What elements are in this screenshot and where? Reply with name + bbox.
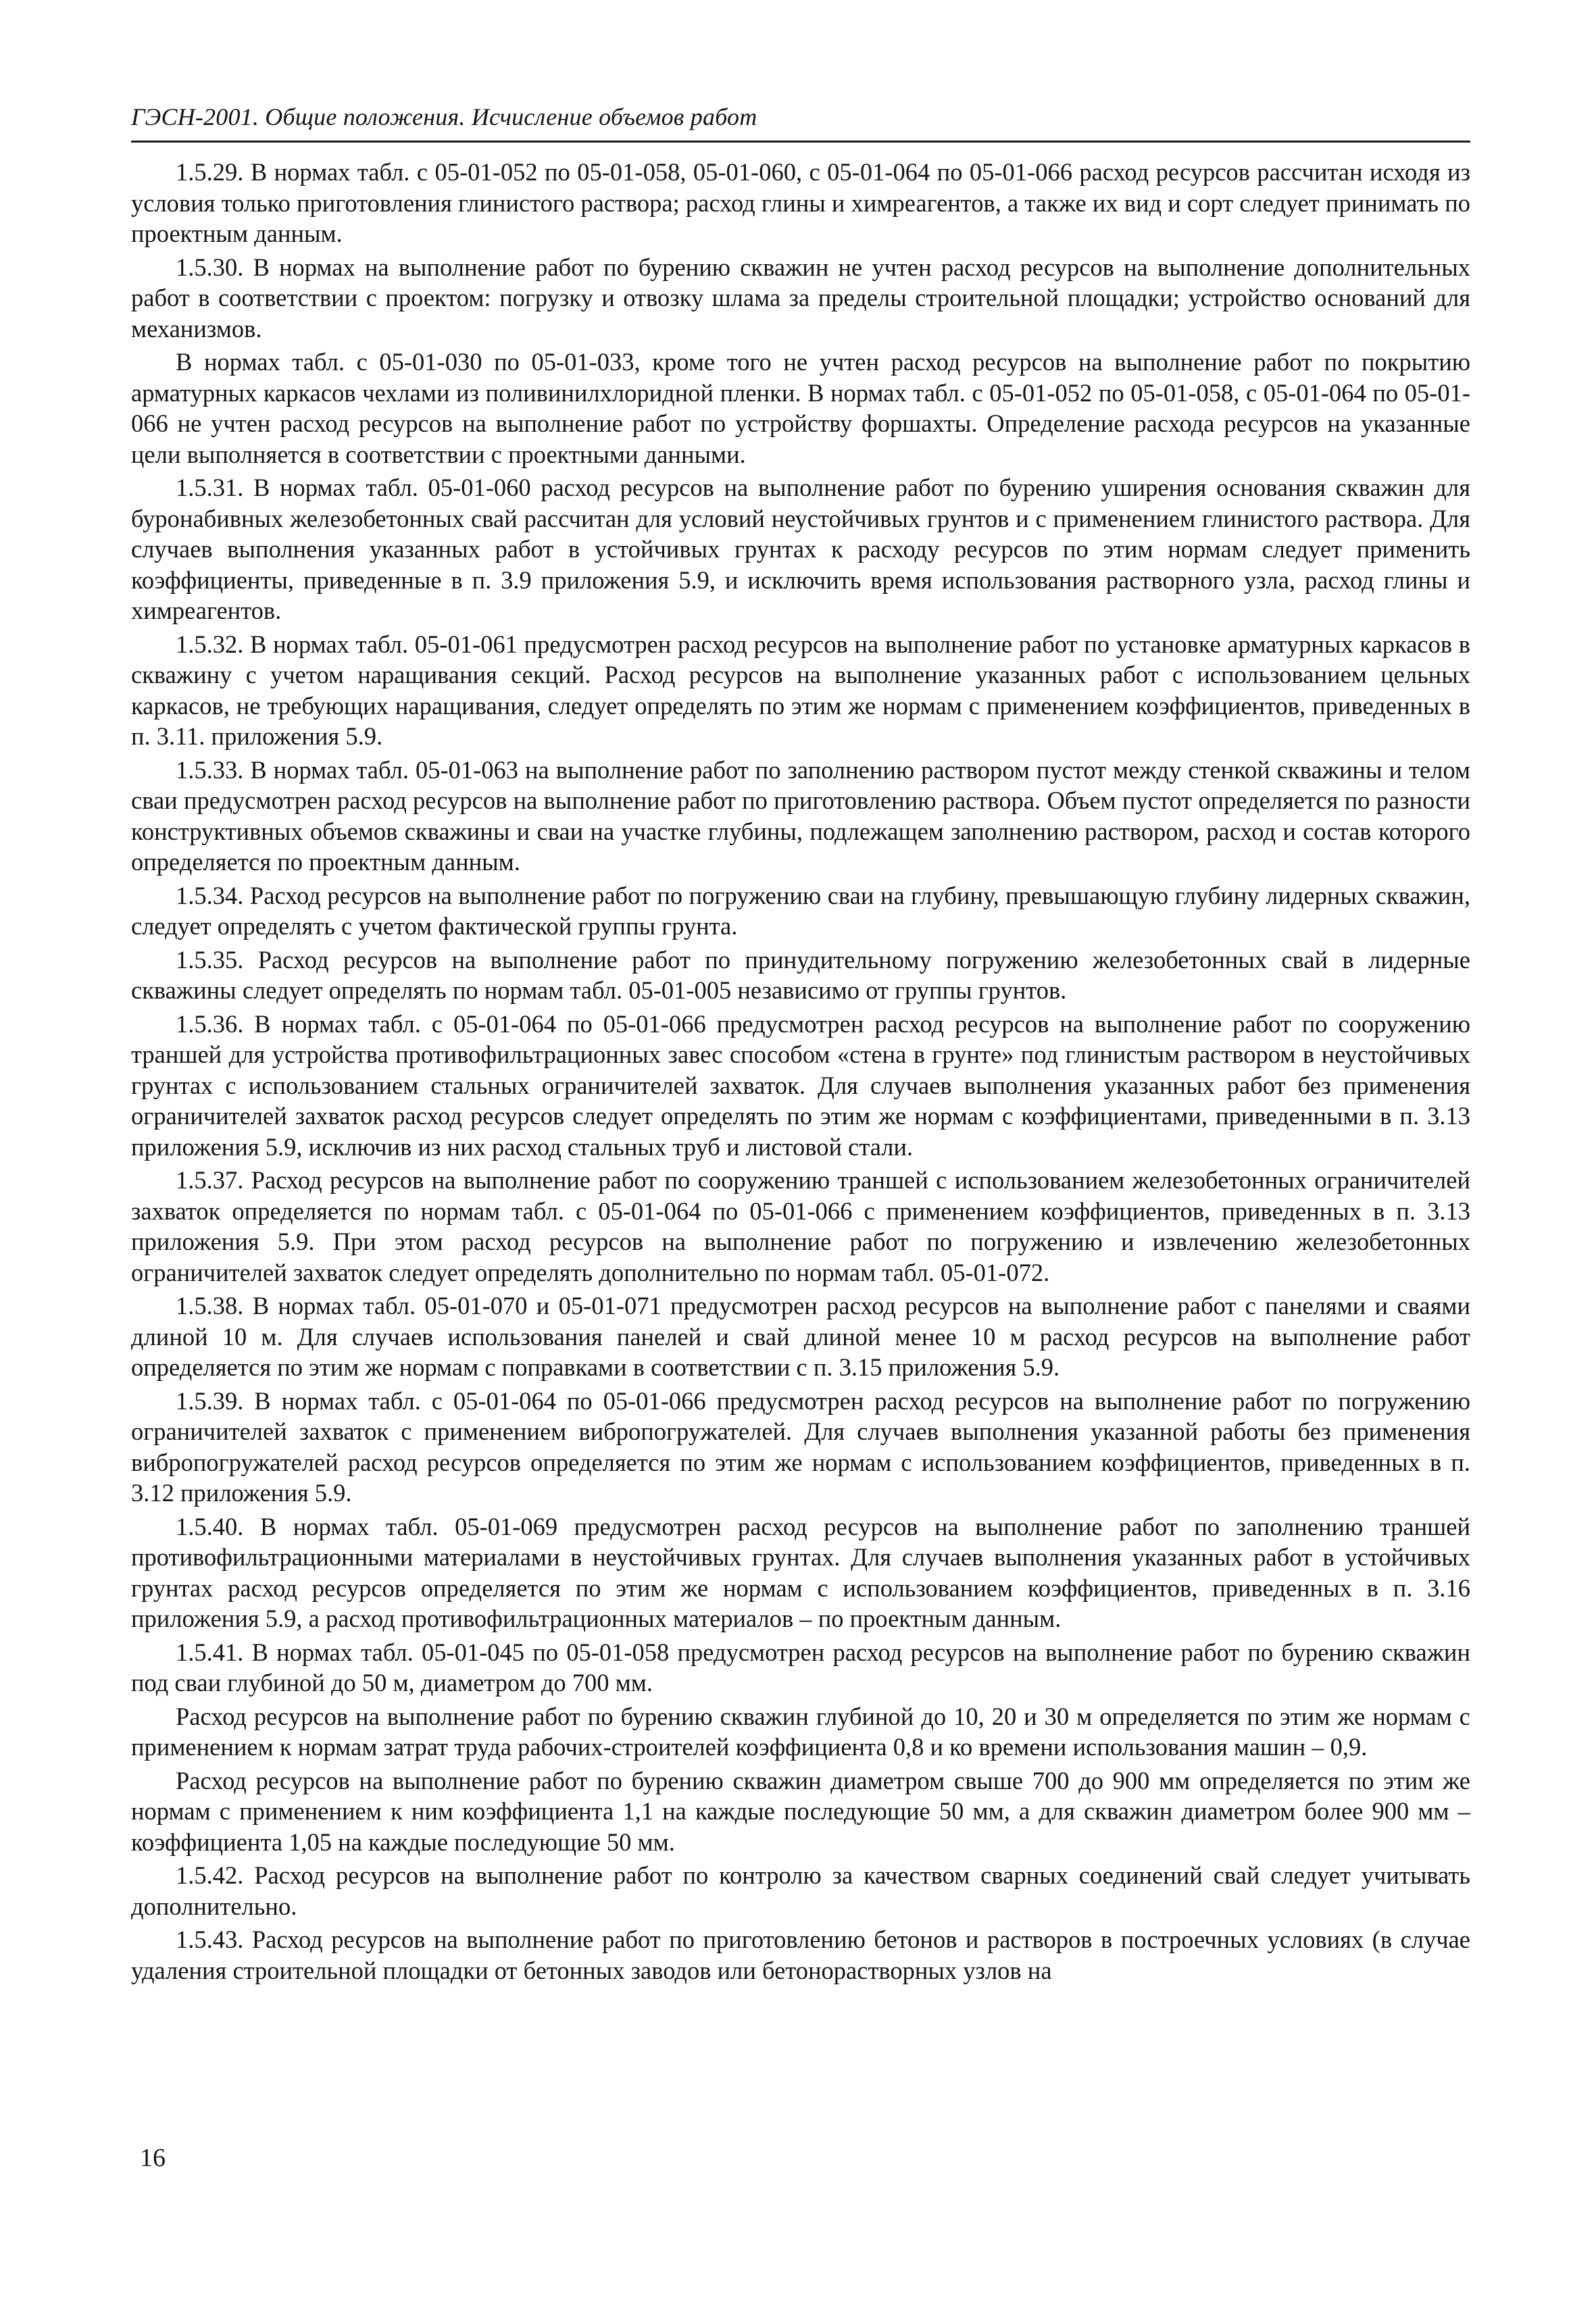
paragraph: 1.5.34. Расход ресурсов на выполнение работ по погружению сваи на глубину, превышающую глубину лидерных скважин, следует определять с учетом фактической группы грунта. xyxy=(131,881,1470,940)
paragraph: Расход ресурсов на выполнение работ по бурению скважин глубиной до 10, 20 и 30 м определяется по этим же нормам с применением к нормам затрат труда рабочих-строителей коэффициента 0,8 и ко времени использования машин – 0,9. xyxy=(131,1702,1470,1761)
paragraph: 1.5.36. В нормах табл. с 05-01-064 по 05-01-066 предусмотрен расход ресурсов на выполнение работ по сооружению траншей для устройства противофильтрационных завес способом «стена в грунте» под глинистым раствором в неустойчивых грунтах с использованием стальных ограничителей захваток. Для случаев выполнения указанных работ без применения ограничителей захваток расход ресурсов следует определять по этим же нормам с коэффициентами, приведенными в п. 3.13 приложения 5.9, исключив из них расход стальных труб и листовой стали. xyxy=(131,1009,1470,1161)
paragraph: В нормах табл. с 05-01-030 по 05-01-033, кроме того не учтен расход ресурсов на выполнение работ по покрытию арматурных каркасов чехлами из поливинилхлоридной пленки. В нормах табл. с 05-01-052 по 05-01-058, с 05-01-064 по 05-01-066 не учтен расход ресурсов на выполнение работ по устройству форшахты. Определение расхода ресурсов на указанные цели выполняется в соответствии с проектными данными. xyxy=(131,348,1470,468)
paragraph: 1.5.31. В нормах табл. 05-01-060 расход ресурсов на выполнение работ по бурению уширения основания скважин для буронабивных железобетонных свай рассчитан для условий неустойчивых грунтов и с применением глинистого раствора. Для случаев выполнения указанных работ в устойчивых грунтах к расходу ресурсов по этим нормам следует применить коэффициенты, приведенные в п. 3.9 приложения 5.9, и исключить время использования растворного узла, расход глины и химреагентов. xyxy=(131,474,1470,624)
paragraph: 1.5.35. Расход ресурсов на выполнение работ по принудительному погружению железобетонных свай в лидерные скважины следует определять по нормам табл. 05-01-005 независимо от группы грунтов. xyxy=(131,945,1470,1004)
paragraph: 1.5.43. Расход ресурсов на выполнение работ по приготовлению бетонов и растворов в построечных условиях (в случае удаления строительной площадки от бетонных заводов или бетонорастворных узлов на xyxy=(131,1926,1470,1984)
paragraph: 1.5.37. Расход ресурсов на выполнение работ по сооружению траншей с использованием железобетонных ограничителей захваток определяется по нормам табл. с 05-01-064 по 05-01-066 с применением коэффициентов, приведенных в п. 3.13 приложения 5.9. При этом расход ресурсов на выполнение работ по погружению и извлечению железобетонных ограничителей захваток следует определять дополнительно по нормам табл. 05-01-072. xyxy=(131,1166,1470,1286)
paragraph: 1.5.39. В нормах табл. с 05-01-064 по 05-01-066 предусмотрен расход ресурсов на выполнение работ по погружению ограничителей захваток с применением вибропогружателей. Для случаев выполнения указанной работы без применения вибропогружателей расход ресурсов определяется по этим же нормам с использованием коэффициентов, приведенных в п. 3.12 приложения 5.9. xyxy=(131,1386,1470,1507)
paragraph: 1.5.40. В нормах табл. 05-01-069 предусмотрен расход ресурсов на выполнение работ по заполнению траншей противофильтрационными материалами в неустойчивых грунтах. Для случаев выполнения указанных работ в устойчивых грунтах расход ресурсов определяется по этим же нормам с использованием коэффициентов, приведенных в п. 3.16 приложения 5.9, а расход противофильтрационных материалов – по проектным данным. xyxy=(131,1512,1470,1632)
paragraph: 1.5.29. В нормах табл. с 05-01-052 по 05-01-058, 05-01-060, с 05-01-064 по 05-01-066 расход ресурсов рассчитан исходя из условия только приготовления глинистого раствора; расход глины и химреагентов, а также их вид и сорт следует принимать по проектным данным. xyxy=(131,158,1470,247)
paragraph: 1.5.41. В нормах табл. 05-01-045 по 05-01-058 предусмотрен расход ресурсов на выполнение работ по бурению скважин под сваи глубиной до 50 м, диаметром до 700 мм. xyxy=(131,1638,1470,1696)
paragraph: 1.5.32. В нормах табл. 05-01-061 предусмотрен расход ресурсов на выполнение работ по установке арматурных каркасов в скважину с учетом наращивания секций. Расход ресурсов на выполнение указанных работ с использованием цельных каркасов, не требующих наращивания, следует определять по этим же нормам с применением коэффициентов, приведенных в п. 3.11. приложения 5.9. xyxy=(131,630,1470,750)
page-body xyxy=(131,157,1470,1988)
paragraph: 1.5.30. В нормах на выполнение работ по бурению скважин не учтен расход ресурсов на выполнение дополнительных работ в соответствии с проектом: погрузку и отвозку шлама за пределы строительной площадки; устройство оснований для механизмов. xyxy=(131,253,1470,343)
page-header-title: ГЭСН-2001. Общие положения. Исчисление объемов работ xyxy=(131,103,757,130)
page-number: 16 xyxy=(140,2144,166,2172)
paragraph: 1.5.42. Расход ресурсов на выполнение работ по контролю за качеством сварных соединений свай следует учитывать дополнительно. xyxy=(131,1861,1470,1920)
paragraph: 1.5.33. В нормах табл. 05-01-063 на выполнение работ по заполнению раствором пустот между стенкой скважины и телом сваи предусмотрен расход ресурсов на выполнение работ по приготовлению раствора. Объем пустот определяется по разности конструктивных объемов скважины и сваи на участке глубины, подлежащем заполнению раствором, расход и состав которого определяется по проектным данным. xyxy=(131,755,1470,876)
page-header xyxy=(131,99,1470,143)
paragraph: Расход ресурсов на выполнение работ по бурению скважин диаметром свыше 700 до 900 мм определяется по этим же нормам с применением к ним коэффициента 1,1 на каждые последующие 50 мм, а для скважин диаметром более 900 мм – коэффициента 1,05 на каждые последующие 50 мм. xyxy=(131,1766,1470,1856)
paragraph: 1.5.38. В нормах табл. 05-01-070 и 05-01-071 предусмотрен расход ресурсов на выполнение работ с панелями и сваями длиной 10 м. Для случаев использования панелей и свай длиной менее 10 м расход ресурсов на выполнение работ определяется по этим же нормам с поправками в соответствии с п. 3.15 приложения 5.9. xyxy=(131,1292,1470,1381)
